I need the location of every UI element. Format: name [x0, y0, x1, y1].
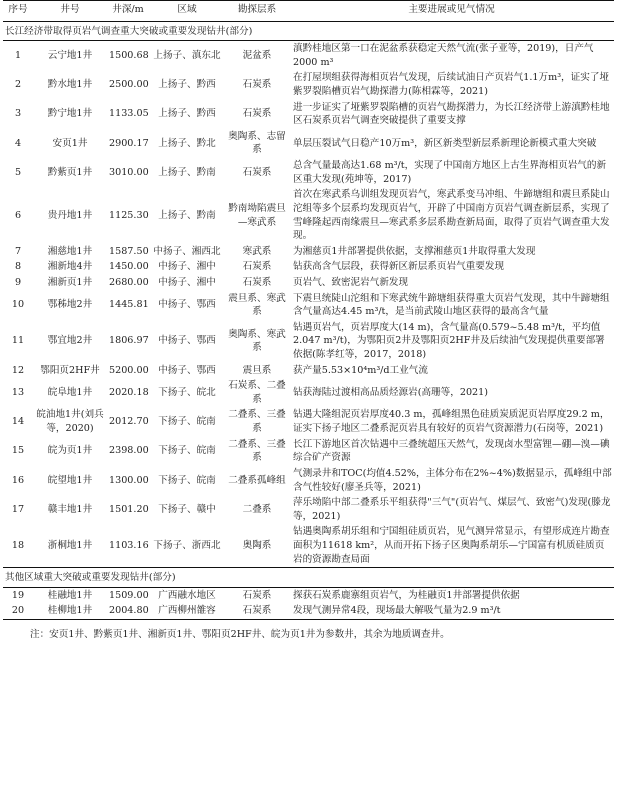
cell-seq: 6 [14, 209, 22, 221]
cell-strata: 石炭系 [242, 166, 272, 178]
table-row [3, 466, 614, 495]
header-strata: 勘探层系 [225, 1, 289, 22]
cell-region: 下扬子、皖北 [158, 387, 216, 399]
table-row [3, 41, 614, 71]
cell-well: 赣丰地1井 [47, 503, 93, 515]
cell-region: 中扬子、湘中 [158, 261, 216, 273]
cell-strata: 石炭系 [242, 261, 272, 273]
cell-depth: 1445.81 [109, 299, 149, 311]
cell-region: 下扬子、皖南 [158, 445, 216, 457]
cell-well: 湘新地4井 [47, 261, 93, 273]
cell-well: 浙桐地1井 [47, 539, 93, 551]
cell-progress: 钻获高含气层段，获得新区新层系页岩气重要发现 [293, 261, 505, 273]
cell-progress: 钻遇页岩气，页岩厚度大(14 m)，含气量高(0.579~5.48 m³/t，平均值2.047 m³/t)，为鄂阳页2井及鄂阳页2HF井及后续油气发现提供重要部署依据(陈孝红等，2017，2018) [293, 321, 605, 361]
cell-progress: 为湘慈页1井部署提供依据，支撑湘慈页1井取得重大发现 [293, 245, 536, 257]
table-row [3, 259, 614, 275]
cell-region: 广西融水地区 [158, 589, 216, 601]
cell-region: 上扬子、黔南 [158, 209, 216, 221]
section-other [3, 568, 614, 588]
cell-region: 上扬子、黔南 [158, 166, 216, 178]
cell-progress: 单层压裂试气日稳产10万m³，新区新类型新层系新理论新模式重大突破 [293, 137, 597, 149]
cell-depth: 1450.00 [109, 261, 149, 273]
cell-progress: 页岩气、致密泥岩气新发现 [293, 276, 409, 288]
cell-strata: 石炭系 [242, 276, 272, 288]
cell-seq: 13 [11, 387, 25, 399]
cell-depth: 1300.00 [109, 474, 149, 486]
table-row [3, 495, 614, 524]
cell-progress: 滇黔桂地区第一口在泥盆系获稳定天然气流(张子亚等，2019)，日产气2000 m³ [293, 43, 594, 68]
cell-seq: 12 [11, 364, 25, 376]
cell-strata: 泥盆系 [242, 50, 272, 62]
cell-depth: 2012.70 [109, 416, 149, 428]
table-row [3, 587, 614, 603]
cell-well: 黔紫页1井 [47, 166, 93, 178]
cell-strata: 二叠系、三叠系 [228, 438, 286, 464]
table-row [3, 187, 614, 243]
cell-region: 中扬子、湘西北 [153, 245, 221, 257]
cell-well: 鄂秭地2井 [47, 299, 93, 311]
section-title: 长江经济带取得页岩气调查重大突破或重要发现钻井(部分) [3, 21, 614, 41]
cell-region: 上扬子、黔北 [158, 137, 216, 149]
cell-depth: 1587.50 [109, 245, 149, 257]
table-row [3, 363, 614, 379]
table-header [3, 1, 614, 22]
cell-progress: 总含气量最高达1.68 m³/t，实现了中国南方地区上古生界海相页岩气的新区重大发现(苑坤等，2017) [293, 160, 607, 185]
cell-progress: 首次在寒武系乌训组发现页岩气，寒武系变马冲组、牛蹄塘组和震旦系陡山沱组等多个层系均发现页岩气，开辟了中国南方页岩气调查新层系，实现了雪峰隆起西南缘震旦—寒武系多层系勘查新局面，取得了页岩气调查重大发现。 [293, 189, 610, 242]
section-title: 其他区域重大突破或重要发现钻井(部分) [3, 568, 614, 588]
cell-seq: 18 [11, 539, 25, 551]
cell-strata: 奥陶系 [242, 539, 272, 551]
cell-strata: 震旦系、寒武系 [228, 292, 286, 318]
cell-region: 广西柳州雒容 [149, 603, 225, 619]
cell-depth: 2004.80 [107, 603, 149, 619]
cell-well: 桂柳地1井 [33, 603, 107, 619]
table-row [3, 378, 614, 407]
cell-progress: 气测录井和TOC(均值4.52%，主体分布在2%~4%)数据显示，孤峰组中部含气性较好(廖圣兵等，2021) [293, 467, 612, 493]
cell-well: 黔宁地1井 [47, 108, 93, 120]
cell-seq: 7 [14, 245, 22, 257]
table-row [3, 320, 614, 363]
cell-well: 皖望地1井 [47, 474, 93, 486]
cell-well: 云宁地1井 [47, 50, 93, 62]
cell-strata: 石炭系 [242, 79, 272, 91]
cell-depth: 1509.00 [109, 589, 149, 601]
table-row [3, 524, 614, 567]
table-row [3, 158, 614, 187]
cell-seq: 14 [11, 416, 25, 428]
cell-progress: 发现气测异常4段，现场最大解吸气量为2.9 m³/t [289, 603, 614, 619]
cell-strata: 二叠系、三叠系 [228, 409, 286, 435]
cell-seq: 19 [11, 589, 25, 601]
cell-depth: 2680.00 [109, 276, 149, 288]
cell-well: 桂融地1井 [47, 589, 93, 601]
cell-strata: 石炭系 [242, 589, 272, 601]
cell-depth: 1103.16 [109, 539, 149, 551]
table-note: 注：安页1井、黔紫页1井、湘新页1井、鄂阳页2HF井、皖为页1井为参数井，其余为地质调查井。 [30, 628, 450, 640]
header-well: 井号 [33, 1, 107, 22]
header-progress: 主要进展或见气情况 [289, 1, 614, 22]
cell-strata: 石炭系、二叠系 [228, 380, 286, 405]
cell-progress: 进一步证实了垭紫罗裂陷槽的页岩气勘探潜力，为长江经济带上游滇黔桂地区石炭系页岩气调查突破提供了重要支撑 [293, 101, 610, 127]
cell-seq: 4 [14, 137, 22, 149]
cell-well: 安页1井 [52, 137, 88, 149]
table-row [3, 603, 614, 619]
cell-region: 中扬子、鄂西 [158, 364, 216, 376]
cell-well: 贵丹地1井 [47, 209, 93, 221]
cell-depth: 1500.68 [109, 50, 149, 62]
cell-depth: 2900.17 [109, 137, 149, 149]
wells-table [3, 0, 614, 620]
section-yangtze [3, 21, 614, 41]
cell-seq: 1 [14, 50, 22, 62]
cell-strata: 黔南坳陷震旦—寒武系 [228, 202, 286, 228]
cell-region: 上扬子、滇东北 [153, 50, 221, 62]
cell-strata: 二叠系 [242, 503, 272, 515]
cell-region: 中扬子、鄂西 [158, 299, 216, 311]
cell-depth: 1806.97 [109, 335, 149, 347]
cell-seq: 9 [14, 276, 22, 288]
cell-seq: 16 [11, 474, 25, 486]
cell-region: 下扬子、赣中 [158, 503, 216, 515]
cell-strata: 二叠系孤峰组 [228, 474, 286, 486]
cell-region: 上扬子、黔西 [158, 79, 216, 91]
cell-depth: 1125.30 [109, 209, 149, 221]
cell-seq: 15 [11, 445, 25, 457]
cell-strata: 震旦系 [242, 364, 272, 376]
cell-depth: 1501.20 [109, 503, 149, 515]
cell-depth: 2500.00 [109, 79, 149, 91]
cell-well: 皖油地1井(刘兵等，2020) [36, 409, 104, 435]
cell-well: 皖为页1井 [47, 445, 93, 457]
cell-strata: 石炭系 [242, 108, 272, 120]
cell-seq: 3 [14, 108, 22, 120]
cell-seq: 5 [14, 166, 22, 178]
cell-seq: 11 [11, 335, 25, 347]
cell-well: 鄂宜地2井 [47, 335, 93, 347]
table-row [3, 275, 614, 291]
cell-progress: 长江下游地区首次钻遇中三叠统超压天然气，发现卤水型富锂—硼—溴—碘综合矿产资源 [293, 438, 610, 464]
header-seq: 序号 [3, 1, 33, 22]
cell-well: 鄂阳页2HF井 [40, 364, 100, 376]
cell-region: 中扬子、鄂西 [158, 335, 216, 347]
cell-progress: 钻遇大隆组泥页岩厚度40.3 m，孤峰组黑色硅质炭质泥页岩厚度29.2 m，证实下扬子地区二叠系泥页岩具有较好的页岩气资源潜力(石岗等，2021) [293, 409, 610, 435]
cell-depth: 2020.18 [109, 387, 149, 399]
cell-well: 湘慈地1井 [47, 245, 93, 257]
table-row [3, 407, 614, 436]
cell-strata: 奥陶系、志留系 [228, 130, 286, 156]
cell-seq: 8 [14, 261, 22, 273]
cell-progress: 获产量5.53×10⁴m³/d工业气流 [293, 364, 428, 376]
table-row [3, 129, 614, 158]
cell-progress: 萍乐坳陷中部二叠系乐平组获得"三气"(页岩气、煤层气、致密气)发现(滕龙等，2021) [293, 497, 611, 522]
cell-seq: 10 [11, 299, 25, 311]
table-row [3, 437, 614, 466]
cell-region: 上扬子、黔西 [158, 108, 216, 120]
cell-depth: 5200.00 [109, 364, 149, 376]
cell-progress: 钻遇奥陶系胡乐组和宁国组硅质页岩，见气测异常显示，有望形成连片勘查面积为11618 km²，从而开拓下扬子区奥陶系胡乐—宁国富有机质硅质页岩的资源勘查局面 [293, 526, 610, 565]
table-row [3, 70, 614, 99]
cell-progress: 下震旦统陡山沱组和下寒武统牛蹄塘组获得重大页岩气发现，其中牛蹄塘组含气量高达4.45 m³/t，是当前武陵山地区获得的最高含气量 [293, 292, 610, 318]
cell-well: 皖阜地1井 [47, 387, 93, 399]
cell-progress: 钻获海陆过渡相高品质烃源岩(高珊等，2021) [293, 387, 488, 399]
cell-strata: 寒武系 [242, 245, 272, 257]
cell-depth: 1133.05 [109, 108, 149, 120]
cell-strata: 奥陶系、寒武系 [228, 328, 286, 354]
header-region: 区域 [149, 1, 225, 22]
cell-depth: 3010.00 [109, 166, 149, 178]
cell-region: 下扬子、浙西北 [153, 539, 221, 551]
header-depth: 井深/m [107, 1, 149, 22]
cell-depth: 2398.00 [109, 445, 149, 457]
cell-well: 湘新页1井 [47, 276, 93, 288]
table-row [3, 100, 614, 129]
cell-seq: 2 [14, 79, 22, 91]
cell-seq: 17 [11, 503, 25, 515]
cell-seq: 20 [3, 603, 33, 619]
cell-region: 中扬子、湘中 [158, 276, 216, 288]
cell-strata: 石炭系 [225, 603, 289, 619]
table-row [3, 244, 614, 260]
cell-region: 下扬子、皖南 [158, 474, 216, 486]
cell-well: 黔水地1井 [47, 79, 93, 91]
cell-progress: 探获石炭系鹿寨组页岩气，为桂融页1井部署提供依据 [293, 589, 520, 601]
cell-region: 下扬子、皖南 [158, 416, 216, 428]
table-row [3, 291, 614, 320]
cell-progress: 在打屋坝组获得海相页岩气发现，后续试油日产页岩气1.1万m³，证实了垭紫罗裂陷槽页岩气勘探潜力(陈相霖等，2021) [293, 72, 610, 98]
